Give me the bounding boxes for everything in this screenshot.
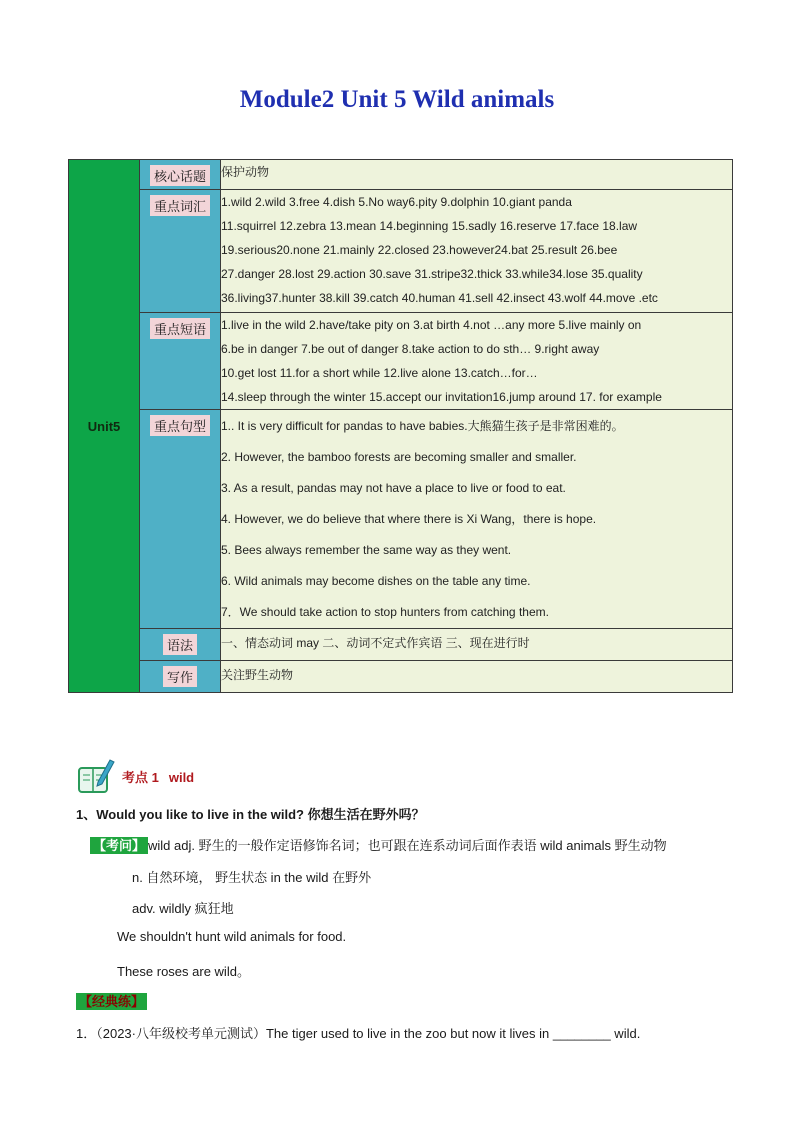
question-heading: 1、Would you like to live in the wild? 你想生活在野外吗？ — [76, 807, 425, 822]
content-line: 一、情态动词 may 二、动词不定式作宾语 三、现在进行时 — [221, 636, 530, 650]
table-row — [69, 661, 733, 693]
content-line: 5. Bees always remember the same way as they went. — [221, 543, 512, 557]
category-vocab — [140, 190, 221, 313]
category-label: 核心话题 — [150, 165, 210, 186]
vocab-content — [221, 190, 733, 313]
table-row — [69, 190, 733, 313]
kaodian-header — [76, 756, 194, 796]
topic-content — [221, 160, 733, 190]
noun-usage-line: n. 自然环境， 野生状态 in the wild 在野外 — [132, 870, 372, 885]
table-row — [69, 629, 733, 661]
content-line: 关注野生动物 — [221, 668, 294, 682]
page-title: Module2 Unit 5 Wild animals — [239, 86, 555, 113]
category-writing — [140, 661, 221, 693]
content-line: 10.get lost 11.for a short while 12.live alone 13.catch…for… — [221, 366, 538, 380]
content-line: 6. Wild animals may become dishes on the table any time. — [221, 574, 531, 588]
unit-summary-table — [68, 159, 733, 693]
content-line: 1.live in the wild 2.have/take pity on 3.at birth 4.not …any more 5.live mainly on — [221, 318, 642, 332]
category-label: 写作 — [163, 666, 197, 687]
category-label: 重点短语 — [150, 318, 210, 339]
exercise-item: 1．（2023·八年级校考单元测试）The tiger used to live in the zoo but now it lives in ________ wild. — [76, 1026, 641, 1041]
practice-tag: 【经典练】 — [76, 993, 147, 1010]
kaodian-word: wild — [168, 769, 195, 785]
content-line: 11.squirrel 12.zebra 13.mean 14.beginning 15.sadly 16.reserve 17.face 18.law — [221, 219, 638, 233]
content-line: 7．We should take action to stop hunters from catching them. — [221, 605, 549, 619]
content-line: 1.wild 2.wild 3.free 4.dish 5.No way6.pity 9.dolphin 10.giant panda — [221, 195, 572, 209]
kaodian-number: 考点 1 — [122, 769, 159, 785]
category-label: 重点句型 — [150, 415, 210, 436]
table-row — [69, 410, 733, 629]
category-label: 语法 — [163, 634, 197, 655]
kaowen-line — [90, 835, 667, 854]
content-line: 14.sleep through the winter 15.accept our invitation16.jump around 17. for example — [221, 390, 662, 404]
content-line: 2. However, the bamboo forests are becoming smaller and smaller. — [221, 450, 577, 464]
grammar-content — [221, 629, 733, 661]
sentences-content — [221, 410, 733, 629]
content-line: 27.danger 28.lost 29.action 30.save 31.stripe32.thick 33.while34.lose 35.quality — [221, 267, 643, 281]
content-line: 19.serious20.none 21.mainly 22.closed 23.however24.bat 25.result 26.bee — [221, 243, 618, 257]
phrases-content — [221, 313, 733, 410]
content-line: 1.. It is very difficult for pandas to have babies.大熊猫生孩子是非常困难的。 — [221, 419, 624, 433]
unit-cell — [69, 160, 140, 693]
category-phrases — [140, 313, 221, 410]
kaodian-label — [122, 767, 194, 786]
content-line: 3. As a result, pandas may not have a place to live or food to eat. — [221, 481, 566, 495]
adv-usage-line: adv. wildly 疯狂地 — [132, 901, 234, 916]
category-label: 重点词汇 — [150, 195, 210, 216]
content-line: 保护动物 — [221, 165, 270, 179]
table-row — [69, 160, 733, 190]
writing-content — [221, 661, 733, 693]
practice-header — [76, 991, 147, 1010]
example-sentence: We shouldn't hunt wild animals for food. — [117, 929, 347, 944]
content-line: 6.be in danger 7.be out of danger 8.take action to do sth… 9.right away — [221, 342, 600, 356]
category-grammar — [140, 629, 221, 661]
book-pencil-icon — [76, 756, 116, 796]
content-line: 36.living37.hunter 38.kill 39.catch 40.human 41.sell 42.insect 43.wolf 44.move .etc — [221, 291, 658, 305]
kaowen-tag: 【考问】 — [90, 837, 148, 854]
content-line: 4. However, we do believe that where there is Xi Wang，there is hope. — [221, 512, 597, 526]
category-topic — [140, 160, 221, 190]
category-sentences — [140, 410, 221, 629]
kaowen-text: wild adj. 野生的一般作定语修饰名词；也可跟在连系动词后面作表语 wild animals 野生动物 — [148, 838, 667, 853]
table-row — [69, 313, 733, 410]
example-sentence: These roses are wild。 — [117, 964, 250, 979]
unit-label: Unit5 — [87, 418, 121, 434]
